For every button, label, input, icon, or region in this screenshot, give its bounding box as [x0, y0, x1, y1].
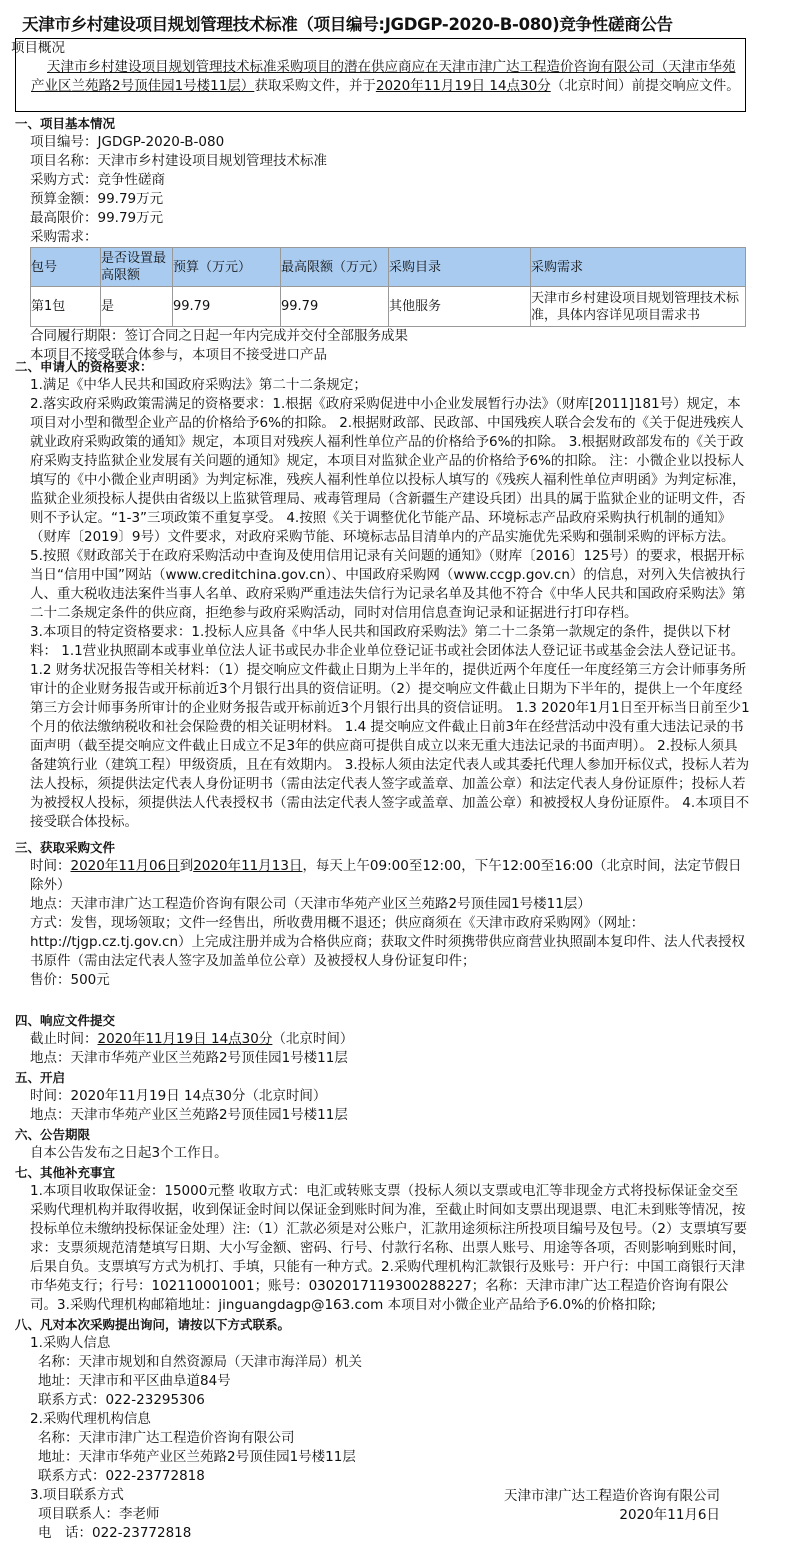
project-number: 项目编号：JGDGP-2020-B-080: [30, 134, 225, 150]
time-detail: ，每天上午09:00至12:00，下午12:00至16:00（北京时间，法定节假日除外）: [30, 858, 742, 893]
table-cell: 第1包: [31, 287, 101, 327]
signature: [504, 1487, 720, 1525]
deadline-label: 截止时间：: [30, 1031, 98, 1047]
agency-name: 名称：天津市津广达工程造价咨询有限公司: [38, 1430, 295, 1446]
section-heading: 八、凡对本次采购提出询问，请按以下方式联系。: [15, 1317, 291, 1332]
agency-address: 地址：天津市华苑产业区兰苑路2号顶佳园1号楼11层: [38, 1449, 356, 1465]
section-obtain: [10, 838, 750, 990]
section-basic: [10, 114, 750, 365]
purchaser-name: 名称：天津市规划和自然资源局（天津市海洋局）机关: [38, 1354, 362, 1370]
table-header-row: [31, 248, 746, 287]
overview-location: 天津市乡村建设项目规划管理技术标准采购项目的潜在供应商应在天津市津广达工程造价咨询有限公司（天津市华苑产业区兰苑路2号顶佳园1号楼11层）: [31, 59, 736, 94]
procurement-method: 采购方式：竞争性磋商: [30, 172, 165, 188]
purchaser-address: 地址：天津市和平区曲阜道84号: [38, 1373, 231, 1389]
to-label: 到: [179, 858, 194, 874]
obtain-time: [30, 857, 750, 895]
section-qualification: [10, 357, 750, 832]
deadline-value: 2020年11月19日 14点30分: [97, 1031, 273, 1047]
table-cell: 是: [101, 287, 173, 327]
purchaser-title: 1.采购人信息: [30, 1335, 111, 1351]
obtain-place: 地点：天津市津广达工程造价咨询有限公司（天津市华苑产业区兰苑路2号顶佳园1号楼11层）: [30, 896, 591, 912]
end-date: 2020年11月13日: [193, 858, 303, 874]
overview-label: 项目概况: [11, 40, 65, 56]
table-header: 预算（万元）: [173, 248, 281, 287]
overview-text: [31, 58, 741, 96]
submit-place: 地点：天津市华苑产业区兰苑路2号顶佳园1号楼11层: [30, 1050, 348, 1066]
deadline-tz: （北京时间）: [272, 1031, 354, 1047]
table-cell: 天津市乡村建设项目规划管理技术标准，具体内容详见项目需求书: [531, 287, 746, 327]
section-heading: 五、开启: [15, 1070, 66, 1085]
qualification-1: 1.满足《中华人民共和国政府采购法》第二十二条规定；: [30, 377, 367, 393]
submit-deadline: [30, 1030, 750, 1049]
overview-box: [11, 38, 746, 112]
agency-title: 2.采购代理机构信息: [30, 1411, 151, 1427]
project-contact-person: 项目联系人：李老师: [38, 1506, 160, 1522]
qualification-2: 2.落实政府采购政策需满足的资格要求：1.根据《政府采购促进中小企业发展暂行办法》（财库[2011]181号）规定，本项目对小型和微型企业产品的价格给予6%的扣除。 2.根据财政部、民政部、中国残疾人联合会发布的《关于促进残疾人就业政府采购政策的通知》规定，本项目对残疾人福利性单位产品的价格给予6%的扣除。 3.根据财政部发布的《关于政府采购支持监狱企业发展有关问题的通知》规定，本项目对监狱企业产品的价格给予6%的扣除。 注：小微企业以投标人填写的《中小微企业声明函》为判定标准，残疾人福利性单位以投标人填写的《残疾人福利性单位声明函》为判定标准，监狱企业须投标人提供由省级以上监狱管理局、戒毒管理局（含新疆生产建设兵团）出具的属于监狱企业的证明文件，否则不予认定。“1-3”三项政策不重复享受。 4.按照《关于调整优化节能产品、环境标志产品政府采购执行机制的通知》（财库〔2019〕9号）文件要求，对政府采购节能、环境标志品目清单内的产品实施优先采购和强制采购的评标方法。 5.按照《财政部关于在政府采购活动中查询及使用信用记录有关问题的通知》（财库〔2016〕125号）的要求，根据开标当日“信用中国”网站（www.creditchina.gov.cn）、中国政府采购网（www.ccgp.gov.cn）的信息，对列入失信被执行人、重大税收违法案件当事人名单、政府采购严重违法失信行为记录名单及其他不符合《中华人民共和国政府采购法》第二十二条规定条件的供应商，拒绝参与政府采购活动，同时对信用信息查询记录和证据进行打印存档。: [30, 396, 746, 621]
requirements-label: 采购需求：: [30, 229, 98, 245]
project-name: 项目名称：天津市乡村建设项目规划管理技术标准: [30, 153, 327, 169]
period-text: 自本公告发布之日起3个工作日。: [30, 1145, 228, 1161]
signature-org: 天津市津广达工程造价咨询有限公司: [504, 1488, 720, 1504]
start-date: 2020年11月06日: [70, 858, 180, 874]
table-cell: 99.79: [281, 287, 389, 327]
time-label: 时间：: [30, 858, 71, 874]
table-header: 是否设置最高限额: [101, 248, 173, 287]
project-contact-title: 3.项目联系方式: [30, 1487, 124, 1503]
qualification-3: 3.本项目的特定资格要求：1.投标人应具备《中华人民共和国政府采购法》第二十二条第一款规定的条件，提供以下材料： 1.1营业执照副本或事业单位法人证书或民办非企业单位登记证书或社会团体法人登记证书或基金会法人登记证书。 1.2 财务状况报告等相关材料：（1）提交响应文件截止日期为上半年的，提供近两个年度任一年度经第三方会计师事务所审计的企业财务报告或开标前近3个月银行出具的资信证明。（2）提交响应文件截止日期为下半年的，提供上一个年度经第三方会计师事务所审计的企业财务报告或开标前近3个月银行出具的资信证明。 1.3 2020年1月1日至开标当日前至少1个月的依法缴纳税收和社会保险费的相关证明材料。 1.4 提交响应文件截止日前3年在经营活动中没有重大违法记录的书面声明（截至提交响应文件截止日成立不足3年的供应商可提供自成立以来无重大违法记录的书面声明）。 2.投标人须具备建筑行业（建筑工程）甲级资质，且在有效期内。 3.投标人须由法定代表人或其委托代理人参加开标仪式，投标人若为法人投标，须提供法定代表人身份证明书（需由法定代表人签字或盖章、加盖公章）和法定代表人身份证原件；投标人若为被授权人投标，须提供法人代表授权书（需由法定代表人签字或盖章、加盖公章）和被授权人身份证原件。 4.本项目不接受联合体投标。: [30, 624, 750, 830]
signature-date: 2020年11月6日: [619, 1507, 720, 1523]
section-heading: 七、其他补充事宜: [15, 1165, 116, 1180]
obtain-method: 方式：发售，现场领取；文件一经售出，所收费用概不退还；供应商须在《天津市政府采购网》（网址：http://tjgp.cz.tj.gov.cn）上完成注册并成为合格供应商；获取文件时须携带供应商营业执照副本复印件、法人代表授权书原件（需由法定代表人签字及加盖单位公章）及被授权人身份证复印件；: [30, 915, 746, 969]
overview-deadline: 2020年11月19日 14点30分: [375, 78, 551, 94]
section-heading: 六、公告期限: [15, 1127, 91, 1142]
requirements-table: [30, 247, 746, 327]
page-title: 天津市乡村建设项目规划管理技术标准（项目编号:JGDGP-2020-B-080)竞争性磋商公告: [22, 15, 673, 34]
table-header: 采购需求: [531, 248, 746, 287]
section-heading: 一、项目基本情况: [15, 116, 116, 131]
open-place: 地点：天津市华苑产业区兰苑路2号顶佳园1号楼11层: [30, 1107, 348, 1123]
table-header: 采购目录: [389, 248, 531, 287]
consortium-note: 本项目不接受联合体参与，本项目不接受进口产品: [30, 347, 327, 363]
table-header: 最高限额（万元）: [281, 248, 389, 287]
overview-text-b: （北京时间）前提交响应文件。: [550, 78, 740, 94]
table-cell: 其他服务: [389, 287, 531, 327]
section-heading: 四、响应文件提交: [15, 1013, 116, 1028]
table-cell: 99.79: [173, 287, 281, 327]
max-price: 最高限价：99.79万元: [30, 210, 164, 226]
table-row: [31, 287, 746, 327]
budget: 预算金额：99.79万元: [30, 191, 164, 207]
section-submit: [10, 1011, 750, 1543]
purchaser-phone: 联系方式：022-23295306: [38, 1392, 205, 1408]
table-header: 包号: [31, 248, 101, 287]
project-contact-phone: 电 话：022-23772818: [38, 1525, 192, 1541]
overview-text-a: 获取采购文件，并于: [254, 78, 376, 94]
contract-period: 合同履行期限：签订合同之日起一年内完成并交付全部服务成果: [30, 328, 408, 344]
obtain-price: 售价：500元: [30, 972, 110, 988]
section-heading: 三、获取采购文件: [15, 840, 116, 855]
agency-phone: 联系方式：022-23772818: [38, 1468, 205, 1484]
open-time: 时间：2020年11月19日 14点30分（北京时间）: [30, 1088, 327, 1104]
other-text: 1.本项目收取保证金：15000元整 收取方式：电汇或转账支票（投标人须以支票或电汇等非现金方式将投标保证金交至采购代理机构并取得收据，收到保证金时间以保证金到账时间为准，至截止时间如支票出现退票、电汇未到账等情况，按投标单位未缴纳投标保证金处理）注:（1）汇款必须是对公账户，汇款用途须标注所投项目编号及包号。（2）支票填写要求：支票须规范清楚填写日期、大小写金额、密码、行号、付款行名称、出票人账号、用途等各项，否则影响到账时间，后果自负。支票填写方式为机打、手填，只能有一种方式。2.采购代理机构汇款银行及账号：开户行：中国工商银行天津市华苑支行；行号：102110001001；账号：0302017119300288227；名称：天津市津广达工程造价咨询有限公司。3.采购代理机构邮箱地址：jinguangdagp@163.com 本项目对小微企业产品给予6.0%的价格扣除;: [30, 1183, 747, 1313]
section-heading: 二、申请人的资格要求：: [15, 359, 153, 374]
